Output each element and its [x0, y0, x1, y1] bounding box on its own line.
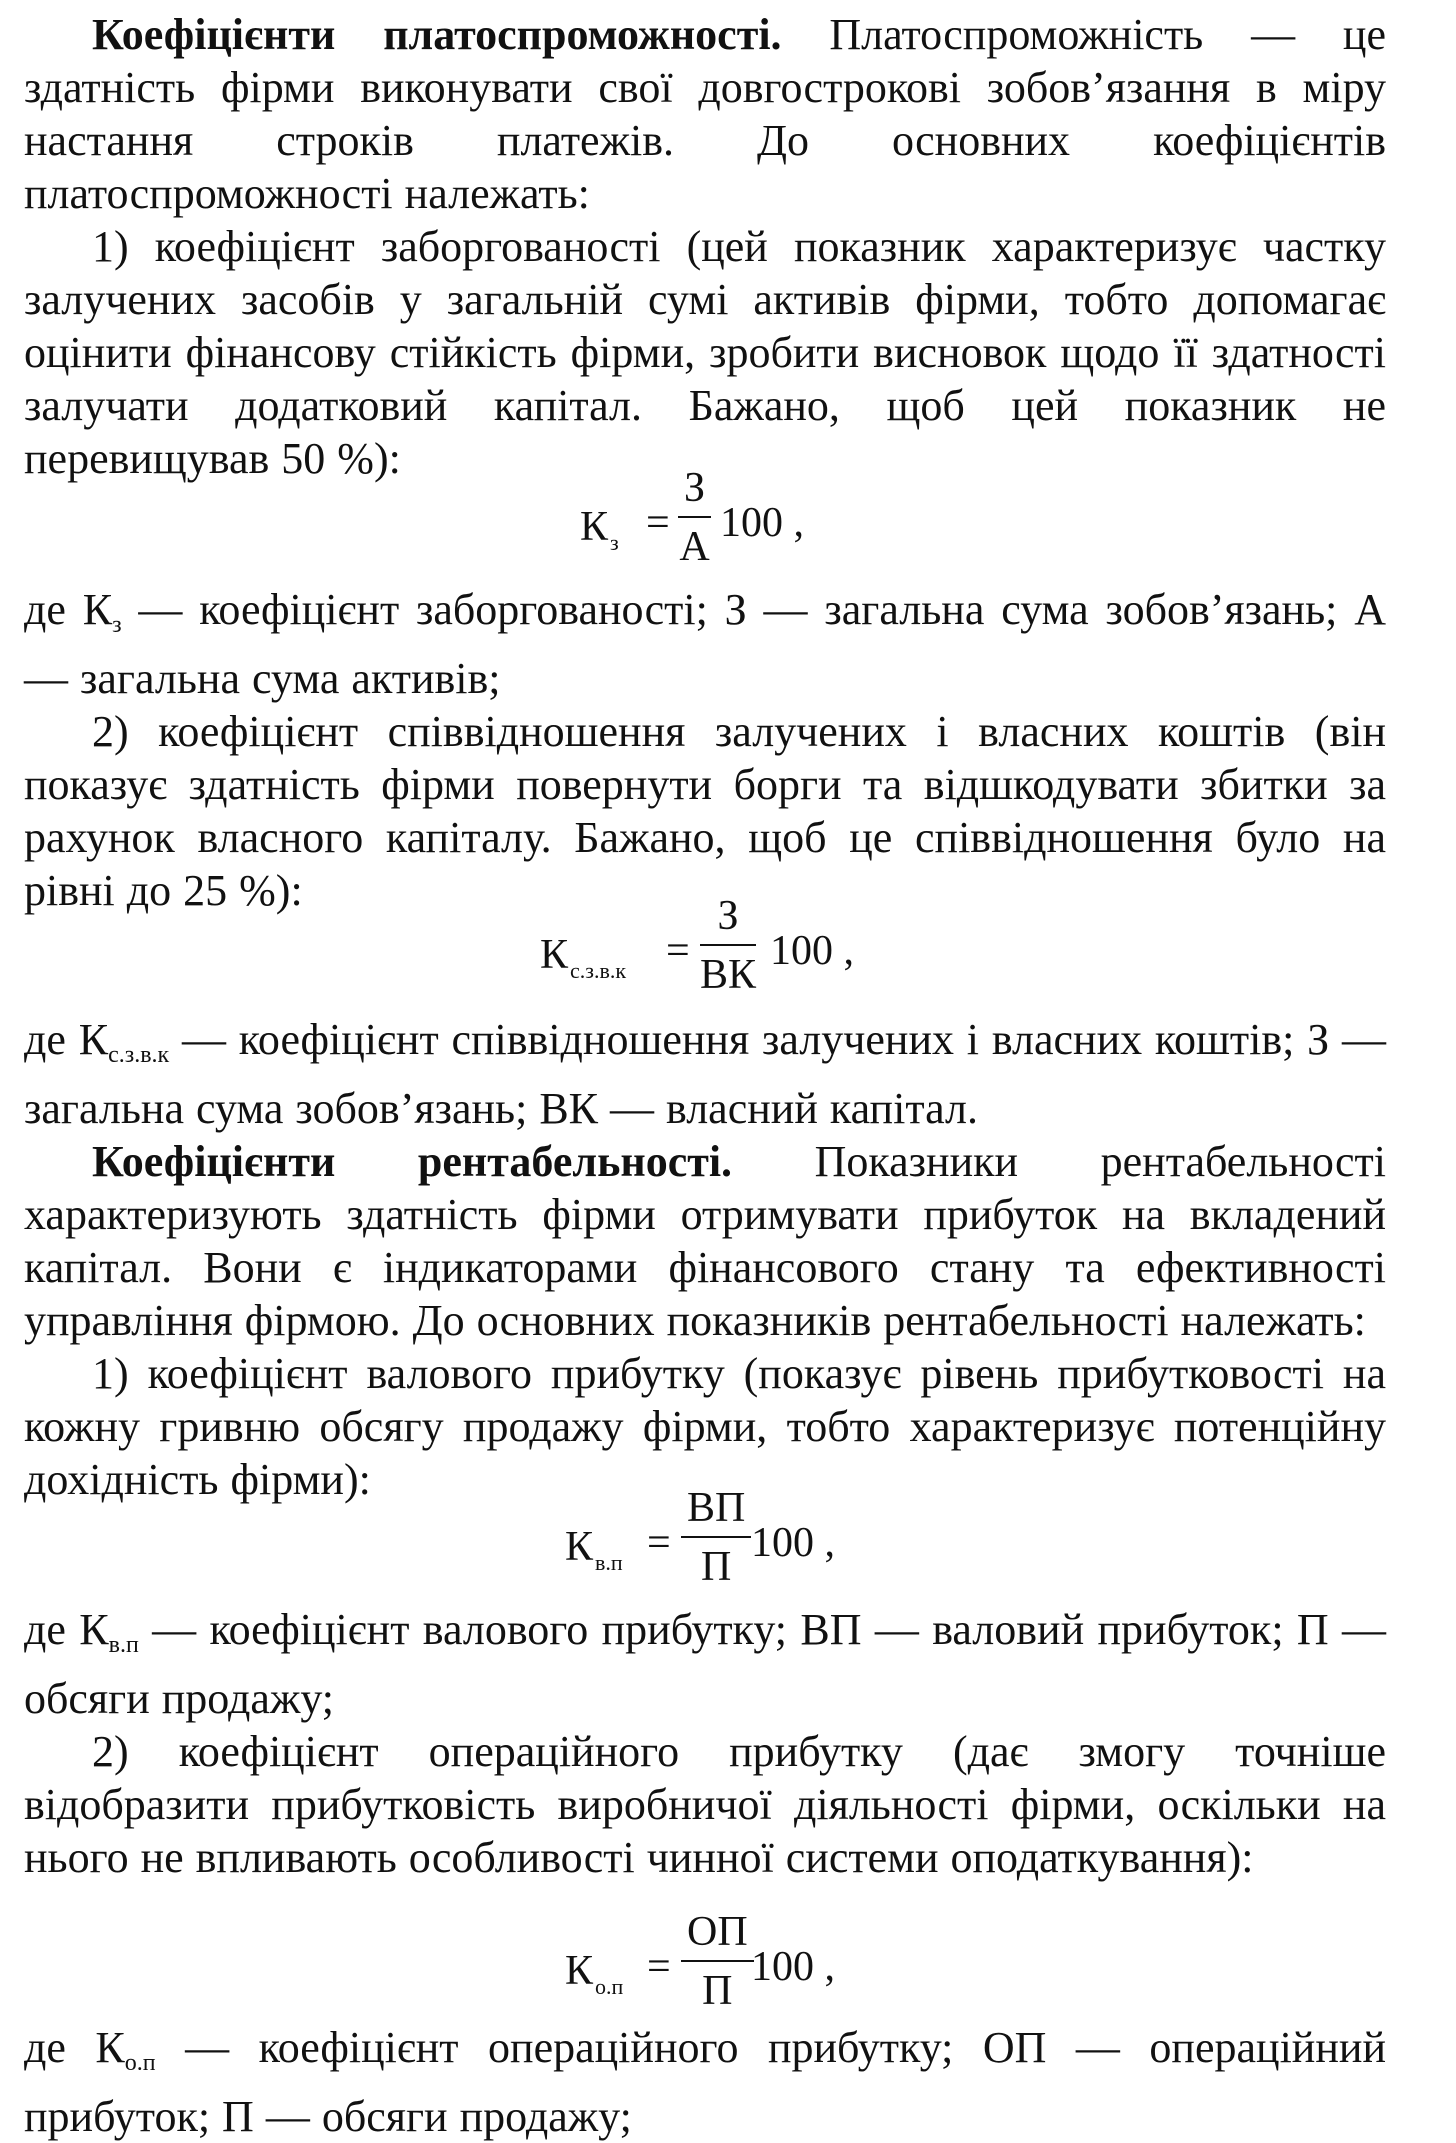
solvency-section-middle	[24, 583, 1386, 917]
formula-lhs: $К_{о.п}$	[565, 1948, 624, 1999]
debt-ratio-definition: де Кз — коефіцієнт заборгованості; З — загальна сума зобов’язань; А — загальна сума активів;	[24, 585, 1387, 703]
formula-denominator: ВК	[700, 952, 757, 998]
formula-fraction	[700, 890, 756, 1000]
formula-numerator: З	[717, 893, 739, 939]
profitability-item-2: 2) коефіцієнт операційного прибутку (дає змогу точніше відобразити прибутковість виробничої діяльності фірми, оскільки на нього не впливають особливості чинної системи оподаткування):	[24, 1727, 1386, 1882]
formula-numerator: ВП	[687, 1485, 746, 1531]
solvency-section-intro	[24, 8, 1386, 485]
profitability-intro-text: Показники рентабельності характеризують здатність фірми отримувати прибуток на вкладений капітал. Вони є індикаторами фінансового стану та ефективності управління фірмою. До основних показників рентабельності належать:	[24, 1137, 1386, 1345]
formula-denominator: П	[701, 1544, 732, 1590]
profitability-intro-paragraph	[24, 1135, 1386, 1347]
solvency-item-2: 2) коефіцієнт співвідношення залучених і власних коштів (він показує здатність фірми повернути борги та відшкодувати збитки за рахунок власного капіталу. Бажано, щоб це співвідношення було на рівні до 25 %):	[24, 707, 1386, 915]
formula-multiplier: 100 ,	[751, 1520, 835, 1566]
gross-margin-definition: де Кв.п — коефіцієнт валового прибутку; ВП — валовий прибуток; П — обсяги продажу;	[24, 1605, 1387, 1723]
formula-multiplier: 100 ,	[770, 928, 854, 974]
formula-equals: =	[647, 1944, 671, 1990]
formula-numerator: З	[684, 465, 706, 511]
formula-fraction	[681, 1906, 754, 2016]
formula-multiplier: 100 ,	[720, 500, 804, 546]
profitability-heading: Коефіцієнти рентабельності.	[92, 1137, 733, 1186]
solvency-heading: Коефіцієнти платоспроможності.	[92, 10, 782, 59]
formula-denominator: П	[702, 1968, 733, 2014]
formula-lhs: $К_{в.п}$	[565, 1524, 623, 1575]
fraction-bar	[678, 516, 711, 518]
debt-equity-definition: де Кс.з.в.к — коефіцієнт співвідношення залучених і власних коштів; З — загальна сума зобов’язань; ВК — власний капітал.	[24, 1015, 1387, 1133]
solvency-intro-text: Платоспроможність — це здатність фірми виконувати свої довгострокові зобов’язання в міру настання строків платежів. До основних коефіцієнтів платоспроможності належать:	[24, 10, 1386, 218]
solvency-intro-paragraph	[24, 8, 1386, 220]
operating-margin-definition: де Ко.п — коефіцієнт операційного прибутку; ОП — операційний прибуток; П — обсяги продажу;	[24, 2023, 1386, 2141]
formula-equals: =	[647, 1520, 671, 1566]
profitability-section-middle	[24, 1603, 1386, 1884]
formula-equals: =	[646, 500, 670, 546]
formula-equals: =	[666, 928, 690, 974]
formula-denominator: А	[679, 524, 710, 570]
debt-equity-formula	[540, 890, 920, 1020]
solvency-item-1: 1) коефіцієнт заборгованості (цей показник характеризує частку залучених засобів у загальній сумі активів фірми, тобто допомагає оцінити фінансову стійкість фірми, зробити висновок щодо її здатності залучати додатковий капітал. Бажано, щоб цей показник не перевищував 50 %):	[24, 222, 1386, 483]
profitability-section-intro	[24, 1013, 1386, 1506]
formula-numerator: ОП	[687, 1909, 748, 1955]
fraction-bar	[700, 944, 756, 946]
gross-margin-formula	[565, 1482, 885, 1612]
profitability-item-1: 1) коефіцієнт валового прибутку (показує рівень прибутковості на кожну гривню обсягу продажу фірми, тобто характеризує потенційну дохідність фірми):	[24, 1349, 1386, 1504]
formula-fraction	[678, 462, 711, 572]
debt-ratio-formula	[580, 462, 880, 592]
fraction-bar	[681, 1960, 754, 1962]
formula-multiplier: 100 ,	[751, 1944, 835, 1990]
formula-lhs: $К_{с.з.в.к}$	[540, 932, 627, 983]
operating-margin-formula	[565, 1906, 885, 2036]
formula-fraction	[681, 1482, 751, 1592]
fraction-bar	[681, 1536, 751, 1538]
formula-lhs: $К_з$	[580, 504, 619, 555]
